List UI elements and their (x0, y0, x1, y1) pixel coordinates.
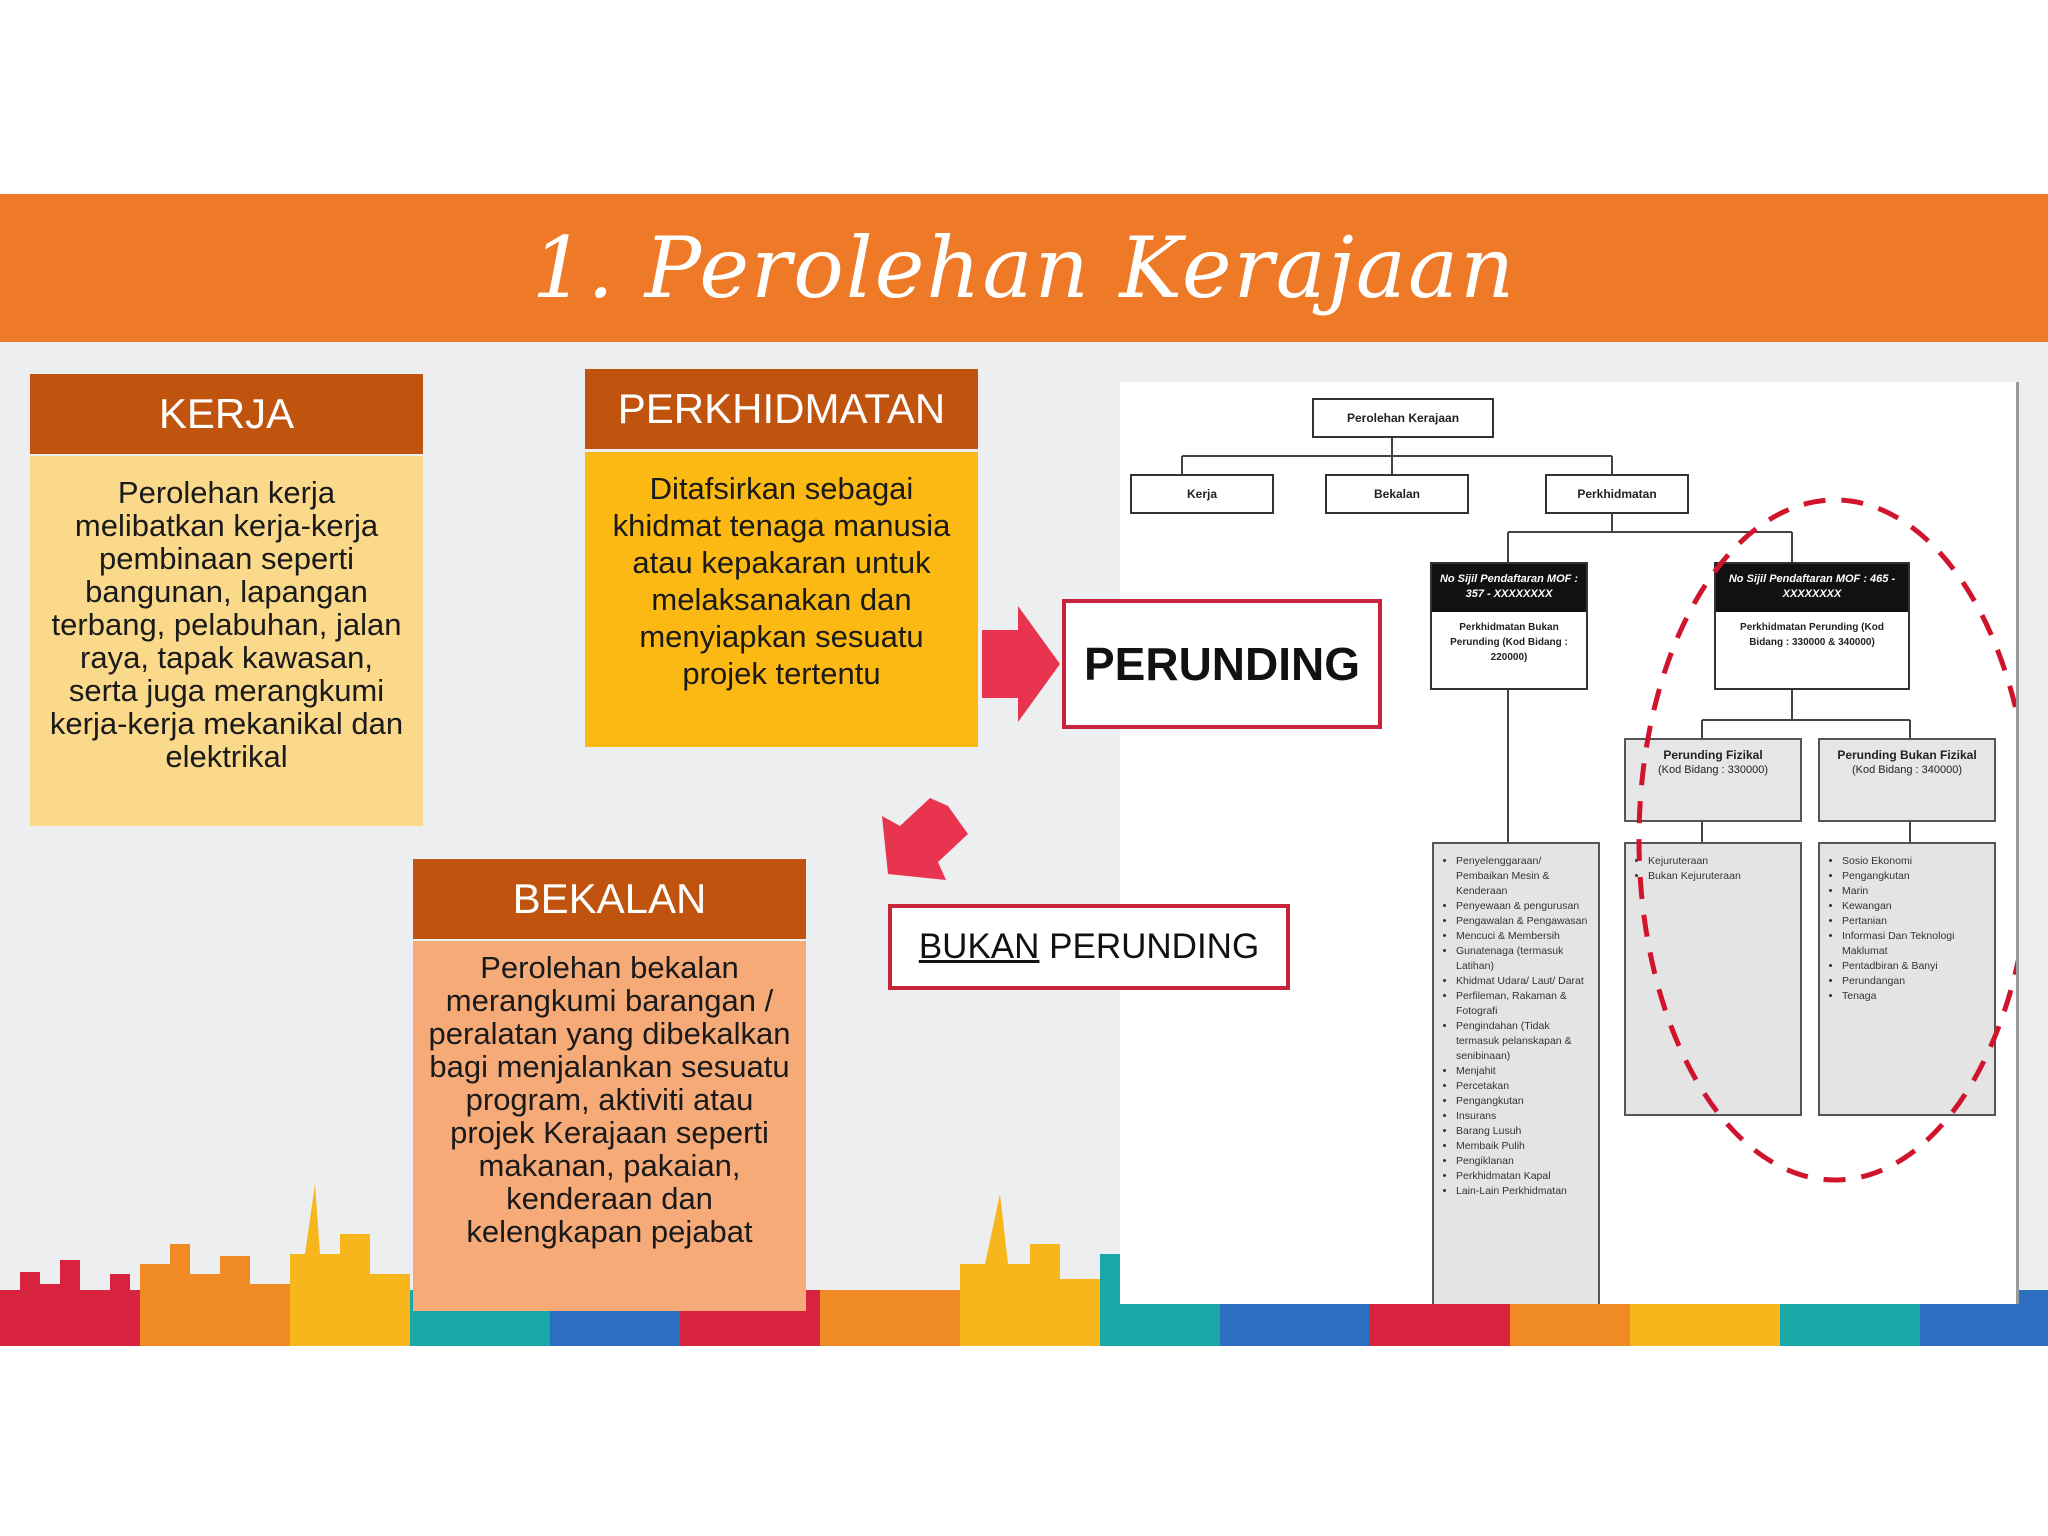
bekalan-header: BEKALAN (413, 859, 806, 939)
list-item: • Pentadbiran & Banyi (1842, 959, 1988, 974)
list-item: • Barang Lusuh (1456, 1124, 1592, 1139)
list-item: • Kewangan (1842, 899, 1988, 914)
org-fizikal-list (1624, 842, 1802, 1116)
bekalan-description: Perolehan bekalan merangkumi barangan / peralatan yang dibekalkan bagi menjalankan sesuatu program, aktiviti atau projek Kerajaan seperti makanan, pakaian, kenderaan dan kelengkapan pejabat (413, 941, 806, 1311)
list-item: • Informasi Dan Teknologi Maklumat (1842, 929, 1988, 959)
org-kerja-box: Kerja (1130, 474, 1274, 514)
org-bekalan-box: Bekalan (1325, 474, 1469, 514)
list-item: • Menjahit (1456, 1064, 1592, 1079)
list-item: • Penyelenggaraan/ Pembaikan Mesin & Kenderaan (1456, 854, 1592, 899)
list-item: • Sosio Ekonomi (1842, 854, 1988, 869)
org-fizikal-title: Perunding Fizikal (1663, 748, 1763, 762)
list-item: • Pengangkutan (1456, 1094, 1592, 1109)
list-item: • Pengindahan (Tidak termasuk pelanskapan & senibinaan) (1456, 1019, 1592, 1064)
org-chart-panel (1120, 382, 2019, 1304)
org-left-desc: Perkhidmatan Bukan Perunding (Kod Bidang : 220000) (1450, 622, 1568, 663)
list-item: • Pengawalan & Pengawasan (1456, 914, 1592, 929)
list-item: • Khidmat Udara/ Laut/ Darat (1456, 974, 1592, 989)
org-fizikal-box (1624, 738, 1802, 822)
org-bukan-fizikal-box (1818, 738, 1996, 822)
bukan-perunding-box (888, 904, 1290, 990)
org-bukan-perunding-box (1430, 562, 1588, 690)
kerja-description: Perolehan kerja melibatkan kerja-kerja pembinaan seperti bangunan, lapangan terbang, pelabuhan, jalan raya, tapak kawasan, serta juga merangkumi kerja-kerja mekanikal dan elektrikal (30, 456, 423, 826)
org-perunding-box (1714, 562, 1910, 690)
list-item: • Perundangan (1842, 974, 1988, 989)
org-bukan-fizikal-code: (Kod Bidang : 340000) (1851, 764, 1963, 776)
list-item: • Mencuci & Membersih (1456, 929, 1592, 944)
org-bukan-fizikal-list (1818, 842, 1996, 1116)
org-bukan-perunding-list (1432, 842, 1600, 1304)
list-item: • Gunatenaga (termasuk Latihan) (1456, 944, 1592, 974)
kerja-header: KERJA (30, 374, 423, 454)
org-perkhidmatan-box: Perkhidmatan (1545, 474, 1689, 514)
list-item: • Membaik Pulih (1456, 1139, 1592, 1154)
list-item: • Perfileman, Rakaman & Fotografi (1456, 989, 1592, 1019)
list-item: • Kejuruteraan (1648, 854, 1794, 869)
slide (0, 194, 2048, 1346)
list-item: • Pertanian (1842, 914, 1988, 929)
bukan-rest: PERUNDING (1039, 927, 1260, 966)
list-item: • Percetakan (1456, 1079, 1592, 1094)
org-right-desc: Perkhidmatan Perunding (Kod Bidang : 330000 & 340000) (1740, 622, 1884, 648)
bukan-word: BUKAN (918, 927, 1040, 966)
org-left-mof-label: No Sijil Pendaftaran MOF : 357 - XXXXXXXX (1432, 564, 1586, 612)
list-item: • Perkhidmatan Kapal (1456, 1169, 1592, 1184)
list-item: • Bukan Kejuruteraan (1648, 869, 1794, 884)
list-item: • Tenaga (1842, 989, 1988, 1004)
list-item: • Marin (1842, 884, 1988, 899)
list-item: • Pengiklanan (1456, 1154, 1592, 1169)
org-bukan-fizikal-title: Perunding Bukan Fizikal (1837, 748, 1977, 762)
perunding-box: PERUNDING (1062, 599, 1382, 729)
list-item: • Pengangkutan (1842, 869, 1988, 884)
slide-title: 1. Perolehan Kerajaan (531, 219, 1517, 317)
list-item: • Insurans (1456, 1109, 1592, 1124)
org-fizikal-code: (Kod Bidang : 330000) (1657, 764, 1769, 776)
list-item: • Penyewaan & pengurusan (1456, 899, 1592, 914)
org-right-mof-label: No Sijil Pendaftaran MOF : 465 - XXXXXXXX (1716, 564, 1908, 612)
perkhidmatan-header: PERKHIDMATAN (585, 369, 978, 449)
list-item: • Lain-Lain Perkhidmatan (1456, 1184, 1592, 1199)
org-root-box: Perolehan Kerajaan (1312, 398, 1494, 438)
perkhidmatan-description: Ditafsirkan sebagai khidmat tenaga manusia atau kepakaran untuk melaksanakan dan menyiapkan sesuatu projek tertentu (585, 452, 978, 747)
